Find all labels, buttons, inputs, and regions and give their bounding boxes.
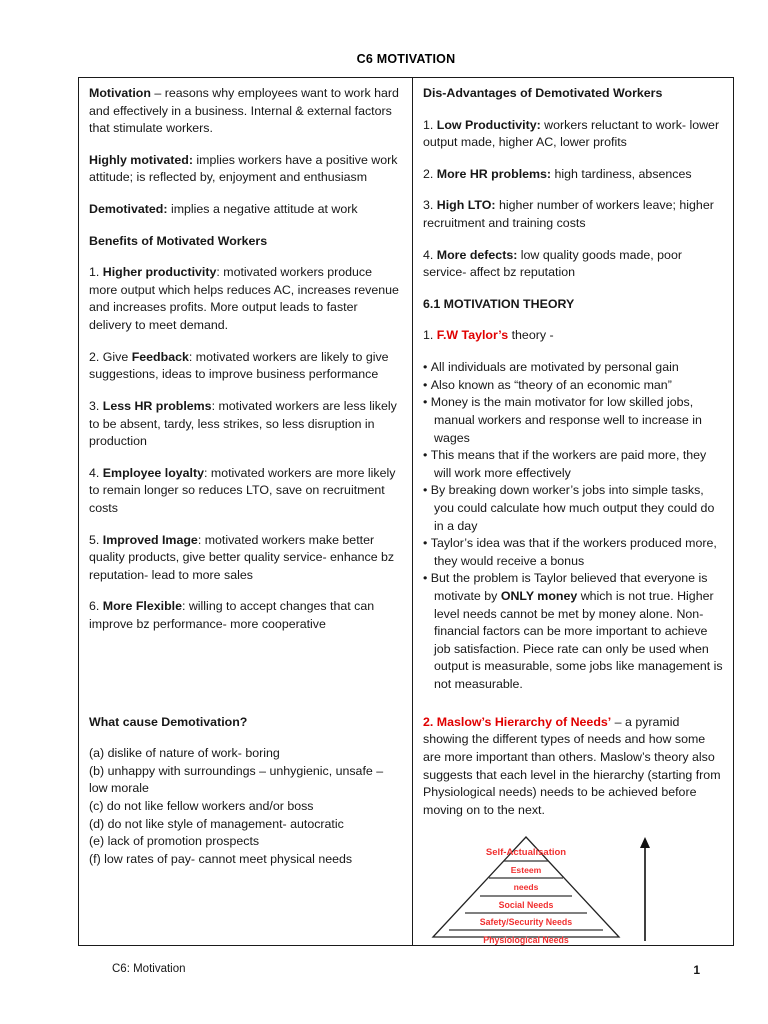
pyramid-label-safety-security-needs: Safety/Security Needs — [479, 917, 573, 928]
benefit-item — [89, 532, 403, 585]
taylor-bullets-list — [423, 359, 723, 694]
benefit-text: : motivated workers produce more output which helps reduces AC, increases revenue and increases profits. More output leads to faster delivery to meet demand. — [89, 265, 399, 333]
demotivated-definition — [89, 201, 403, 219]
motivation-term: Motivation — [89, 86, 151, 100]
disadvantage-item — [423, 247, 723, 282]
motivation-theory-heading: 6.1 MOTIVATION THEORY — [423, 296, 575, 311]
disadvantage-text: workers reluctant to work- lower output made, higher AC, lower profits — [423, 117, 720, 150]
list-item: (d) do not like style of management- autocratic — [89, 816, 344, 831]
maslow-name: Maslow’s Hierarchy of Needs’ — [436, 714, 612, 729]
disadvantages-heading: Dis-Advantages of Demotivated Workers — [423, 86, 663, 100]
pyramid-svg — [423, 833, 723, 963]
motivation-definition — [89, 85, 403, 138]
list-item: (b) unhappy with surroundings – unhygienic, unsafe – low morale — [89, 763, 384, 796]
taylor-problem-suffix: which is not true. Higher level needs cannot be met by money alone. Non-financial factors can be more important to achieve job satisfaction. Piece rate can only be used when output is measurable, some jobs like management is not measurable. — [434, 589, 723, 692]
benefit-text: : motivated workers make better quality products, give better quality service- enhance bz reputation- lead to more sales — [89, 532, 395, 582]
disadvantage-item — [423, 117, 723, 152]
footer-page-number: 1 — [693, 963, 700, 977]
benefit-item — [89, 349, 403, 384]
list-item: (f) low rates of pay- cannot meet physical needs — [89, 851, 353, 866]
benefit-text: : motivated workers are more likely to remain longer so reduces LTO, save on recruitment costs — [89, 465, 396, 515]
demotivation-heading: What cause Demotivation? — [89, 714, 248, 729]
list-item: (e) lack of promotion prospects — [89, 834, 260, 849]
highly-motivated-term: Highly motivated: — [89, 152, 193, 167]
benefit-term: Less HR problems — [102, 398, 212, 413]
benefit-number: 2. Give — [89, 349, 132, 364]
list-item: (c) do not like fellow workers and/or boss — [89, 799, 314, 814]
list-item: • By breaking down worker’s jobs into simple tasks, you could calculate how much output they could do in a day — [423, 482, 723, 535]
list-item: • Also known as “theory of an economic man” — [423, 377, 723, 395]
disadvantage-number: 3. — [423, 198, 437, 213]
upward-arrow-icon — [640, 837, 650, 941]
disadvantage-number: 4. — [423, 247, 437, 262]
benefit-term: Higher productivity — [102, 265, 217, 280]
taylor-name: F.W Taylor’s — [436, 328, 509, 343]
pyramid-label-esteem-line1: Esteem — [510, 865, 542, 876]
taylor-problem-emphasis: ONLY money — [500, 589, 578, 604]
disadvantage-term: Low Productivity: — [436, 117, 541, 132]
benefit-term: Employee loyalty — [102, 465, 205, 480]
benefit-number: 1. — [89, 265, 103, 280]
pyramid-label-esteem-line2: needs — [513, 882, 539, 893]
left-column-cell — [79, 78, 413, 945]
benefit-item — [89, 598, 403, 633]
pyramid-label-physiological-needs: Physiological Needs — [483, 935, 569, 946]
pyramid-label-social-needs: Social Needs — [498, 900, 554, 911]
highly-motivated-text: implies workers have a positive work attitude; is reflected by, enjoyment and enthusiasm — [89, 152, 398, 185]
disadvantage-term: More HR problems: — [436, 166, 552, 181]
benefit-term: More Flexible — [102, 599, 182, 614]
benefit-item — [89, 398, 403, 451]
taylor-problem-prefix: But the problem is Taylor believed that everyone is motivate by — [430, 571, 708, 604]
maslow-theory-paragraph — [423, 714, 723, 820]
disadvantage-term: High LTO: — [436, 198, 496, 213]
benefits-heading: Benefits of Motivated Workers — [89, 233, 268, 248]
disadvantage-text: high tardiness, absences — [551, 166, 692, 181]
disadvantage-number: 1. — [423, 117, 437, 132]
demotivated-text: implies a negative attitude at work — [167, 202, 358, 217]
list-item: • All individuals are motivated by personal gain — [423, 359, 723, 377]
list-item-taylor-problem — [423, 570, 723, 693]
benefit-number: 3. — [89, 398, 103, 413]
page-footer — [78, 963, 734, 983]
benefit-text: : motivated workers are likely to give suggestions, ideas to improve business performance — [89, 349, 389, 382]
list-item: (a) dislike of nature of work- boring — [89, 746, 280, 761]
list-item: • This means that if the workers are paid more, they will work more effectively — [423, 447, 723, 482]
taylor-number: 1. — [423, 328, 437, 343]
benefit-term: Improved Image — [102, 532, 198, 547]
benefit-number: 6. — [89, 599, 103, 614]
demotivated-term: Demotivated: — [89, 202, 168, 217]
benefit-text: : willing to accept changes that can improve bz performance- more cooperative — [89, 599, 375, 632]
disadvantage-term: More defects: — [436, 247, 518, 262]
content-table — [78, 77, 734, 946]
disadvantage-item — [423, 166, 723, 184]
list-item: • Taylor’s idea was that if the workers produced more, they would receive a bonus — [423, 535, 723, 570]
benefit-item — [89, 465, 403, 518]
taylor-suffix: theory - — [508, 328, 554, 343]
benefit-item — [89, 264, 403, 334]
benefit-term: Feedback — [131, 349, 189, 364]
maslow-text: – a pyramid showing the different types of needs and how some are more important than others. Maslow’s theory also suggests that each level in the hierarchy (starting from Physiological needs) needs to be achieved before moving on to the next. — [423, 714, 721, 817]
list-item: • Money is the main motivator for low skilled jobs, manual workers and response well to increase in wages — [423, 394, 723, 447]
footer-chapter-label: C6: Motivation — [112, 963, 186, 975]
demotivation-causes-list — [89, 745, 403, 868]
taylor-theory-heading — [423, 327, 723, 345]
disadvantage-number: 2. — [423, 166, 437, 181]
motivation-definition-text: – reasons why employees want to work hard and effectively in a business. Internal & external factors that stimulate workers. — [89, 86, 399, 136]
benefit-text: : motivated workers are less likely to be absent, tardy, less strikes, so less disruption in production — [89, 398, 397, 449]
maslow-number: 2. — [423, 714, 437, 729]
disadvantage-text: low quality goods made, poor service- affect bz reputation — [423, 247, 682, 280]
section-spacer — [89, 648, 403, 714]
pyramid-label-self-actualisation: Self-Actualisation — [485, 847, 567, 859]
right-column-cell — [413, 78, 733, 945]
highly-motivated-definition — [89, 152, 403, 187]
disadvantage-item — [423, 197, 723, 232]
benefit-number: 5. — [89, 532, 103, 547]
benefit-number: 4. — [89, 465, 103, 480]
maslow-pyramid-diagram — [423, 833, 723, 963]
disadvantage-text: higher number of workers leave; higher recruitment and training costs — [423, 198, 714, 231]
page-title: C6 MOTIVATION — [356, 52, 456, 66]
